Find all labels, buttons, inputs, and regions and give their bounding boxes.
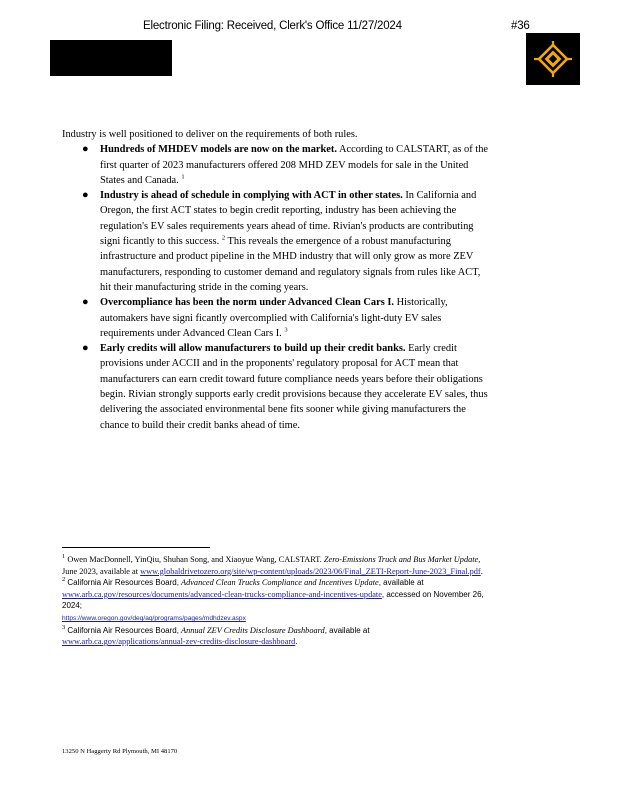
- footnote-1: [62, 554, 492, 577]
- footnote-ref[interactable]: 3: [284, 326, 288, 334]
- filing-stamp-text: Electronic Filing: Received, Clerk's Office 11/27/2024: [143, 20, 402, 32]
- bullet-icon: ●: [82, 296, 89, 309]
- footnote-middle: , available at: [378, 578, 424, 588]
- bullet-heading: Hundreds of MHDEV models are now on the market.: [100, 144, 337, 156]
- footnote-number: 2: [62, 576, 66, 584]
- bullet-icon: ●: [82, 342, 89, 355]
- footnote-link[interactable]: www.globaldrivetozero.org/site/wp-content/uploads/2023/06/Final_ZETI-Report-June-2023_Final.pdf: [140, 566, 481, 576]
- footnote-authors: Owen MacDonnell, YinQiu, Shuhan Song, and Xiaoyue Wang, CALSTART.: [67, 555, 322, 564]
- bullet-heading: Overcompliance has been the norm under Advanced Clean Cars I.: [100, 297, 395, 309]
- footnote-authors: California Air Resources Board,: [67, 578, 179, 588]
- footnote-divider: [62, 547, 210, 548]
- bullet-text: Historically, automakers have signi ficantly overcomplied with California's light-duty EV sales requirements under Advanced Clean Cars I.: [100, 297, 448, 339]
- footnote-accessed: , accessed on November 26, 2024;: [62, 589, 484, 611]
- list-item: [62, 295, 492, 341]
- list-item: [62, 142, 492, 188]
- footnote-suffix: .: [295, 637, 298, 647]
- footnote-ref[interactable]: 2: [221, 234, 226, 242]
- footnote-middle: , June 2023, available at: [62, 555, 481, 576]
- bullet-text: In California and Oregon, the first ACT states to begin credit reporting, industry has been achieving the regulation's EV sales requirements years ahead of time. Rivian's products are contributing signi ficantly to this success.: [100, 190, 477, 248]
- letter-body: [62, 127, 492, 433]
- footnote-title: Advanced Clean Trucks Compliance and Incentives Update: [181, 578, 379, 588]
- footnote-title: Zero-Emissions Truck and Bus Market Update: [323, 555, 479, 564]
- bullet-heading: Industry is ahead of schedule in complying with ACT in other states.: [100, 190, 403, 202]
- footnote-number: 1: [62, 553, 66, 561]
- bullet-icon: ●: [82, 189, 89, 202]
- company-address: 13250 N Haggerty Rd Plymouth, MI 48170: [62, 748, 178, 755]
- footnote-link-secondary[interactable]: https://www.oregon.gov/deq/aq/programs/pages/mdhdzev.aspx: [62, 614, 246, 622]
- footnote-link[interactable]: www.arb.ca.gov/applications/annual-zev-credits-disclosure-dashboard: [62, 637, 296, 647]
- footnote-2: [62, 577, 492, 624]
- bullet-heading: Early credits will allow manufacturers to build up their credit banks.: [100, 343, 406, 355]
- footnote-ref[interactable]: 1: [181, 173, 185, 181]
- redacted-logo-block: [50, 40, 172, 76]
- footnote-title: Annual ZEV Credits Disclosure Dashboard: [181, 625, 325, 635]
- argument-list: [62, 142, 492, 433]
- bullet-icon: ●: [82, 143, 89, 156]
- bullet-text-continued: This reveals the emergence of a robust manufacturing infrastructure and product pipeline in the MHD industry that will only grow as more ZEV manufacturers, responding to customer demand and regulatory signals from rules like ACT, hit their manufacturing stride in the coming years.: [100, 236, 481, 293]
- list-item: [62, 188, 492, 295]
- footnote-middle: , available at: [324, 625, 370, 635]
- footnote-number: 3: [62, 623, 66, 631]
- list-item: [62, 341, 492, 433]
- filing-number: #36: [511, 20, 530, 32]
- bullet-text: According to CALSTART, as of the first quarter of 2023 manufacturers offered 208 MHD ZEV models for sale in the United States and Canada.: [100, 144, 489, 186]
- footnote-3: [62, 625, 492, 648]
- footnote-authors: California Air Resources Board,: [67, 625, 179, 635]
- footnotes-section: [62, 554, 492, 648]
- footnote-suffix: .: [480, 566, 483, 576]
- rivian-compass-icon: [526, 33, 580, 85]
- footnote-link[interactable]: www.arb.ca.gov/resources/documents/advanced-clean-trucks-compliance-and-incentives-update: [62, 589, 382, 599]
- bullet-text: Early credit provisions under ACCII and in the proponents' regulatory proposal for ACT mean that manufacturers can earn credit toward future compliance needs years before their obligations begin. Rivian strongly supports early credit provisions because they accelerate EV sales, thus delivering the associated environmental bene fits sooner while giving manufacturers the chance to build their credit banks ahead of time.: [100, 343, 488, 431]
- intro-sentence: Industry is well positioned to deliver on the requirements of both rules.: [62, 129, 358, 140]
